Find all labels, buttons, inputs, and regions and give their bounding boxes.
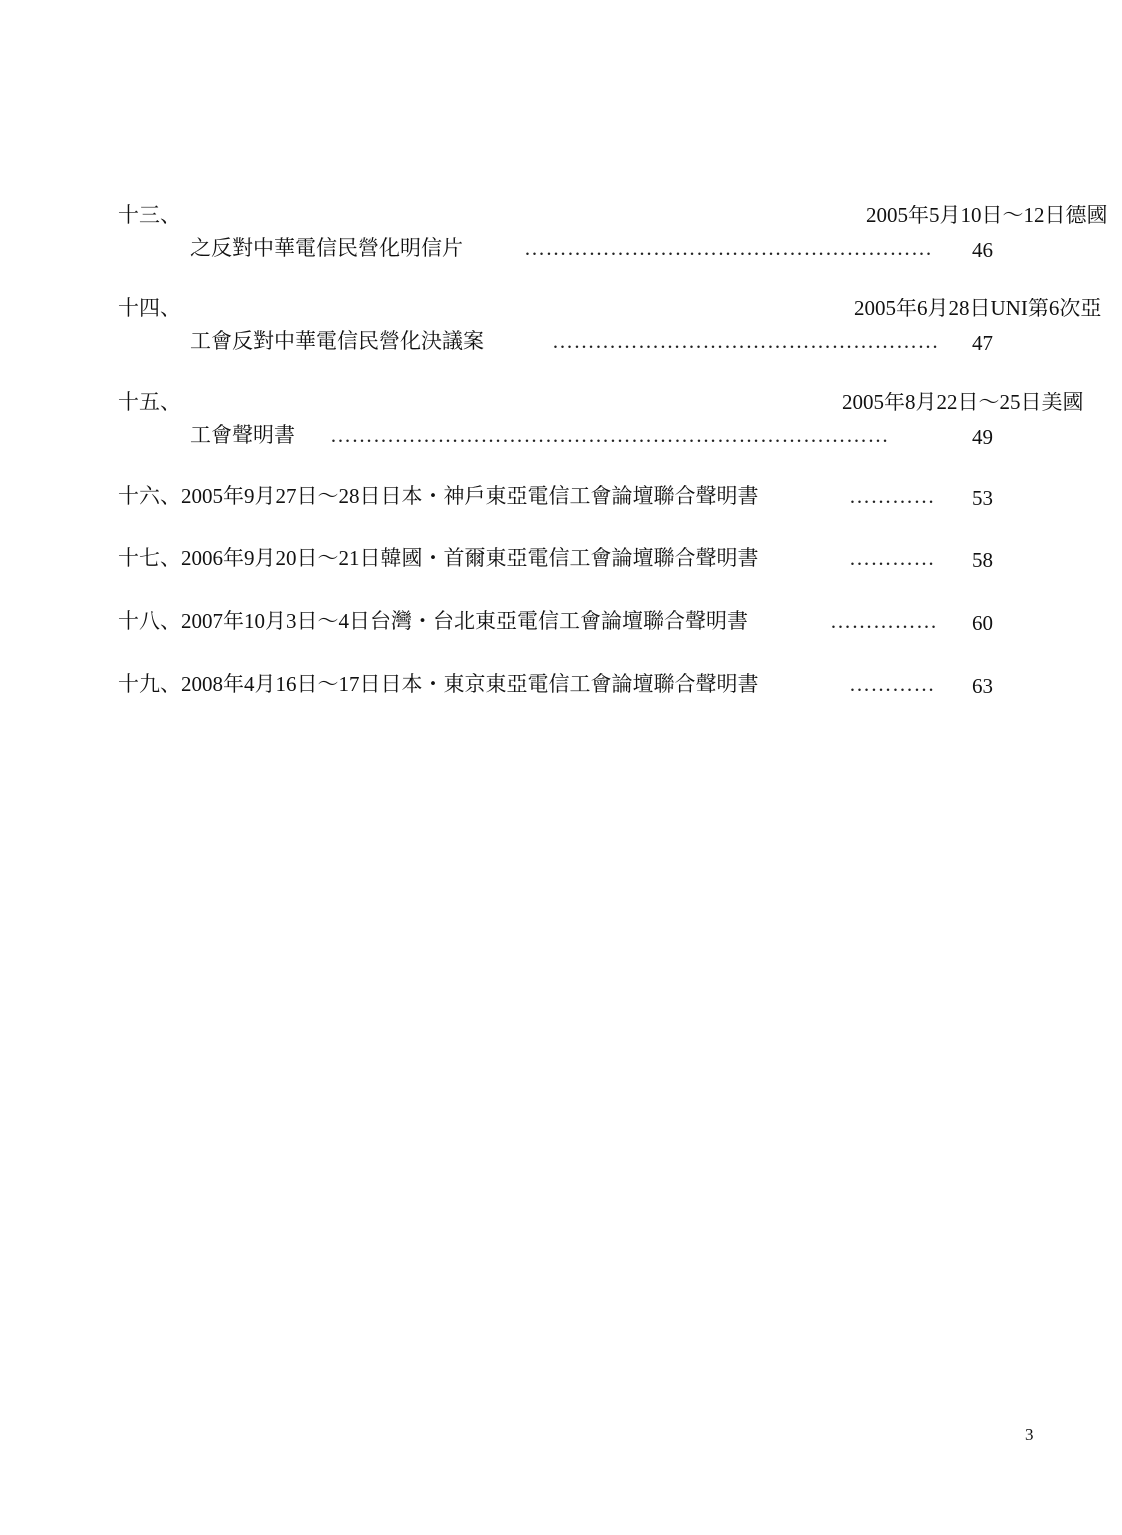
toc-entry-heading: 2005年6月28日UNI第6次亞 <box>854 298 1102 319</box>
toc-leader-dots: ……………………………………………… <box>552 331 939 352</box>
toc-page-number: 47 <box>972 331 993 355</box>
toc-leader-dots: ………… <box>849 674 935 695</box>
toc-page-number: 63 <box>972 674 993 698</box>
toc-page-number: 58 <box>972 548 993 572</box>
page-number-footer: 3 <box>1025 1425 1034 1444</box>
toc-entry-heading: 2005年5月10日～12日德國 <box>866 205 1108 226</box>
toc-entry-number: 十五、 <box>118 390 181 414</box>
toc-entry-18 <box>0 611 1122 681</box>
toc-entry-title: 十七、2006年9月20日～21日韓國・首爾東亞電信工會論壇聯合聲明書 <box>118 546 759 570</box>
toc-entry-title: 十九、2008年4月16日～17日日本・東京東亞電信工會論壇聯合聲明書 <box>118 672 759 696</box>
toc-entry-heading: 2005年8月22日～25日美國 <box>842 392 1084 413</box>
toc-page-number: 60 <box>972 611 993 635</box>
toc-entry-14 <box>0 298 1122 368</box>
toc-leader-dots: …………… <box>830 611 938 632</box>
toc-entry-number: 十四、 <box>118 296 181 320</box>
toc-entry-title: 之反對中華電信民營化明信片 <box>190 236 463 260</box>
toc-entry-title: 工會聲明書 <box>190 423 295 447</box>
toc-leader-dots: …………………………………………………………………… <box>330 425 889 446</box>
toc-entry-13 <box>0 205 1122 275</box>
toc-page-number: 46 <box>972 238 993 262</box>
toc-leader-dots: ………… <box>849 486 935 507</box>
toc-page-number: 49 <box>972 425 993 449</box>
toc-entry-number: 十三、 <box>118 203 181 227</box>
toc-entry-title: 工會反對中華電信民營化決議案 <box>190 329 484 353</box>
toc-entry-17 <box>0 548 1122 618</box>
toc-leader-dots: ………… <box>849 548 935 569</box>
toc-leader-dots: ………………………………………………… <box>524 238 933 259</box>
toc-entry-title: 十六、2005年9月27日～28日日本・神戶東亞電信工會論壇聯合聲明書 <box>118 484 759 508</box>
toc-page-number: 53 <box>972 486 993 510</box>
toc-entry-title: 十八、2007年10月3日～4日台灣・台北東亞電信工會論壇聯合聲明書 <box>118 609 748 633</box>
toc-entry-19 <box>0 674 1122 744</box>
toc-entry-15 <box>0 392 1122 462</box>
